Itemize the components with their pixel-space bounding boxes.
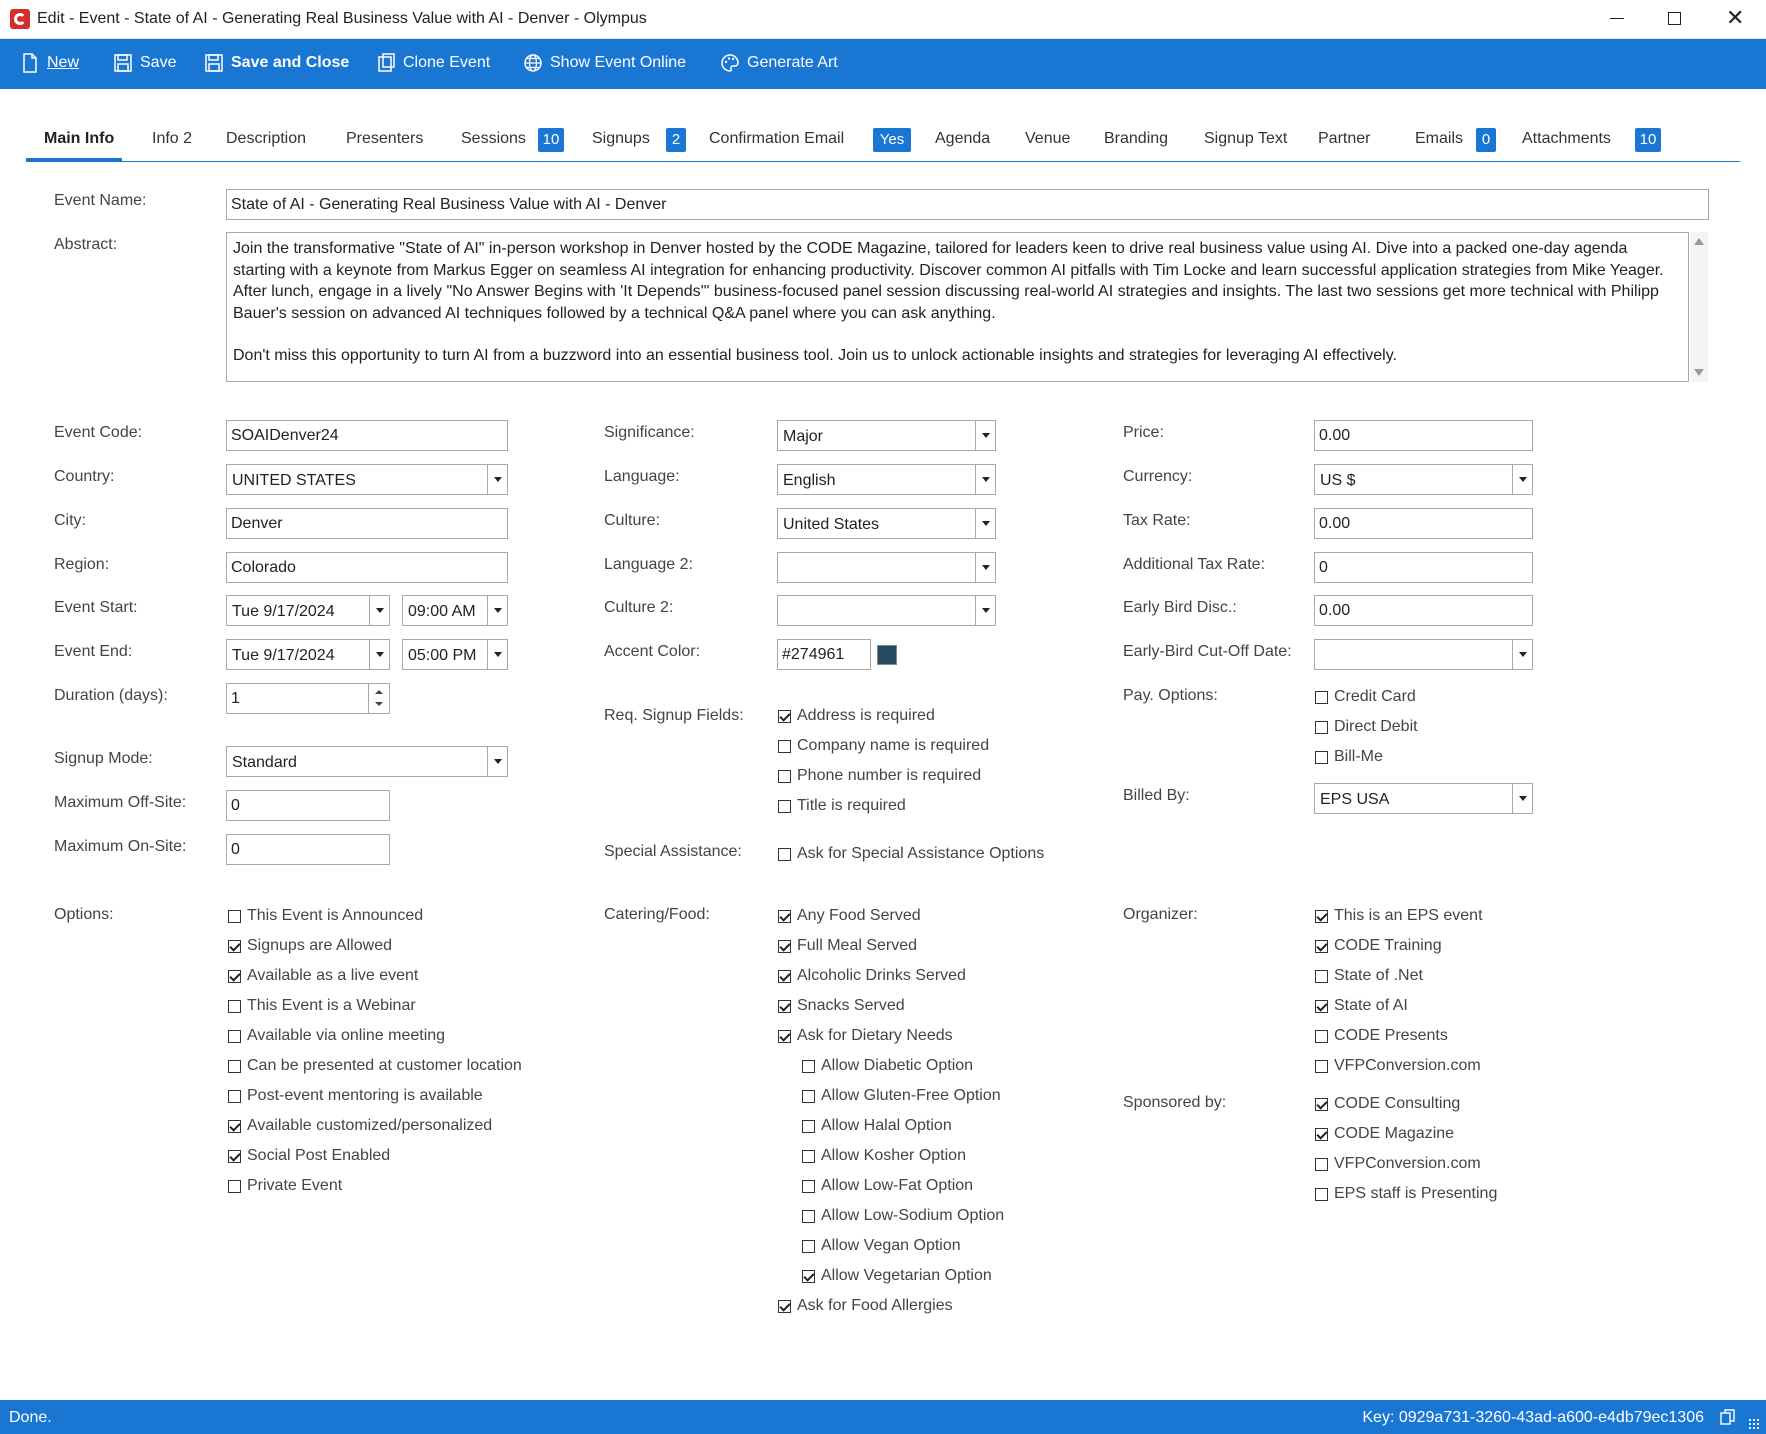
checkbox-checked-icon[interactable]	[778, 1300, 791, 1313]
accent-color-input[interactable]: #274961	[777, 639, 871, 670]
checkbox-unchecked-icon[interactable]	[778, 740, 791, 753]
chevron-down-icon[interactable]	[975, 553, 995, 582]
checkbox-checked-icon[interactable]	[228, 940, 241, 953]
checkbox-unchecked-icon[interactable]	[1315, 751, 1328, 764]
checkbox-checked-icon[interactable]	[228, 970, 241, 983]
chevron-down-icon[interactable]	[1512, 784, 1532, 813]
checkbox-label: Available as a live event	[247, 967, 419, 984]
chevron-down-icon[interactable]	[487, 747, 507, 776]
new-document-icon	[20, 53, 40, 73]
event-code-input[interactable]: SOAIDenver24	[226, 420, 508, 451]
culture2-label: Culture 2:	[604, 599, 674, 616]
app-logo-icon	[10, 9, 30, 29]
event-end-time[interactable]	[402, 639, 508, 670]
tab-signups[interactable]: Signups	[592, 130, 650, 147]
signup-mode-value: Standard	[232, 754, 297, 771]
significance-value: Major	[783, 428, 824, 445]
checkbox-label: CODE Consulting	[1334, 1095, 1461, 1112]
signups-count-badge: 2	[666, 128, 686, 152]
checkbox-unchecked-icon[interactable]	[802, 1240, 815, 1253]
scroll-up-icon[interactable]	[1694, 238, 1704, 245]
event-code-label: Event Code:	[54, 424, 143, 441]
language-label: Language:	[604, 468, 680, 485]
checkbox-label: Private Event	[247, 1177, 343, 1194]
checkbox-label: Ask for Dietary Needs	[797, 1027, 953, 1044]
checkbox-label: Allow Kosher Option	[821, 1147, 966, 1164]
significance-label: Significance:	[604, 424, 695, 441]
event-end-time-value: 05:00 PM	[408, 647, 477, 664]
title-bar	[0, 0, 1766, 39]
tab-agenda[interactable]: Agenda	[935, 130, 991, 147]
checkbox-label: This Event is a Webinar	[247, 997, 416, 1014]
checkbox-unchecked-icon[interactable]	[1315, 970, 1328, 983]
tab-confirmation-email[interactable]: Confirmation Email	[709, 130, 845, 147]
event-start-date-value: Tue 9/17/2024	[232, 603, 335, 620]
tab-signup-text[interactable]: Signup Text	[1204, 130, 1288, 147]
checkbox-label: This is an EPS event	[1334, 907, 1483, 924]
city-input[interactable]: Denver	[226, 508, 508, 539]
city-label: City:	[54, 512, 86, 529]
country-label: Country:	[54, 468, 115, 485]
special-assistance-label: Special Assistance:	[604, 843, 742, 860]
checkbox-label: Phone number is required	[797, 767, 982, 784]
country-select[interactable]	[226, 464, 508, 495]
chevron-down-icon[interactable]	[975, 421, 995, 450]
checkbox-unchecked-icon[interactable]	[1315, 1030, 1328, 1043]
scroll-down-icon[interactable]	[1694, 369, 1704, 376]
event-start-time[interactable]	[402, 595, 508, 626]
early-bird-input[interactable]: 0.00	[1314, 595, 1533, 626]
tabs-divider	[26, 161, 1740, 162]
tab-partner[interactable]: Partner	[1318, 130, 1371, 147]
checkbox-label: Snacks Served	[797, 997, 905, 1014]
max-offsite-label: Maximum Off-Site:	[54, 794, 187, 811]
new-label: New	[47, 54, 80, 71]
chevron-down-icon[interactable]	[487, 465, 507, 494]
max-offsite-input[interactable]: 0	[226, 790, 390, 821]
checkbox-unchecked-icon[interactable]	[1315, 1158, 1328, 1171]
region-input[interactable]: Colorado	[226, 552, 508, 583]
checkbox-checked-icon[interactable]	[228, 1150, 241, 1163]
tab-attachments[interactable]: Attachments	[1522, 130, 1611, 147]
checkbox-unchecked-icon[interactable]	[802, 1210, 815, 1223]
organizer-label: Organizer:	[1123, 906, 1198, 923]
checkbox-unchecked-icon[interactable]	[1315, 691, 1328, 704]
checkbox-unchecked-icon[interactable]	[802, 1150, 815, 1163]
event-name-label: Event Name:	[54, 192, 147, 209]
tab-branding[interactable]: Branding	[1104, 130, 1169, 147]
pay-options-label: Pay. Options:	[1123, 687, 1218, 704]
checkbox-unchecked-icon[interactable]	[802, 1120, 815, 1133]
event-start-time-value: 09:00 AM	[408, 603, 476, 620]
show-online-label: Show Event Online	[550, 54, 687, 71]
currency-select[interactable]	[1314, 464, 1533, 495]
checkbox-label: Signups are Allowed	[247, 937, 392, 954]
checkbox-label: Credit Card	[1334, 688, 1416, 705]
chevron-down-icon[interactable]	[369, 640, 389, 669]
sessions-count-badge: 10	[538, 128, 564, 152]
checkbox-label: Available via online meeting	[247, 1027, 446, 1044]
checkbox-unchecked-icon[interactable]	[228, 1060, 241, 1073]
stepper-arrows-icon[interactable]	[368, 684, 389, 713]
additional-tax-input[interactable]: 0	[1314, 552, 1533, 583]
minimize-icon[interactable]	[1610, 18, 1624, 19]
save-close-label: Save and Close	[231, 54, 350, 71]
event-name-input[interactable]: State of AI - Generating Real Business Value with AI - Denver	[226, 189, 1709, 220]
resize-grip-icon[interactable]	[1748, 1418, 1760, 1430]
checkbox-unchecked-icon[interactable]	[1315, 721, 1328, 734]
checkbox-label: Allow Vegan Option	[821, 1237, 961, 1254]
checkbox-label: State of AI	[1334, 997, 1408, 1014]
abstract-textarea[interactable]	[226, 232, 1689, 382]
attachments-count-badge: 10	[1635, 128, 1661, 152]
emails-count-badge: 0	[1476, 128, 1496, 152]
accent-color-label: Accent Color:	[604, 643, 701, 660]
chevron-down-icon[interactable]	[369, 596, 389, 625]
checkbox-label: VFPConversion.com	[1334, 1057, 1481, 1074]
checkbox-label: VFPConversion.com	[1334, 1155, 1481, 1172]
checkbox-label: Ask for Special Assistance Options	[797, 845, 1045, 862]
language2-select[interactable]	[777, 552, 996, 583]
status-bar	[0, 1400, 1766, 1434]
checkbox-checked-icon[interactable]	[1315, 1128, 1328, 1141]
checkbox-unchecked-icon[interactable]	[802, 1060, 815, 1073]
currency-label: Currency:	[1123, 468, 1193, 485]
checkbox-checked-icon[interactable]	[778, 1030, 791, 1043]
save-close-icon	[204, 53, 224, 73]
catering-label: Catering/Food:	[604, 906, 710, 923]
checkbox-label: Allow Vegetarian Option	[821, 1267, 992, 1284]
confirmation-badge: Yes	[873, 128, 911, 152]
checkbox-unchecked-icon[interactable]	[228, 1030, 241, 1043]
tab-description[interactable]: Description	[226, 130, 307, 147]
checkbox-unchecked-icon[interactable]	[778, 770, 791, 783]
checkbox-checked-icon[interactable]	[802, 1270, 815, 1283]
region-label: Region:	[54, 556, 110, 573]
chevron-down-icon[interactable]	[1512, 465, 1532, 494]
tab-sessions[interactable]: Sessions	[461, 130, 526, 147]
language2-label: Language 2:	[604, 556, 693, 573]
options-label: Options:	[54, 906, 114, 923]
culture2-select[interactable]	[777, 595, 996, 626]
signup-mode-label: Signup Mode:	[54, 750, 153, 767]
checkbox-label: Available customized/personalized	[247, 1117, 493, 1134]
checkbox-checked-icon[interactable]	[778, 910, 791, 923]
req-signup-fields-label: Req. Signup Fields:	[604, 707, 744, 724]
status-text: Done.	[9, 1409, 52, 1426]
tab-emails[interactable]: Emails	[1415, 130, 1464, 147]
price-label: Price:	[1123, 424, 1164, 441]
checkbox-label: Post-event mentoring is available	[247, 1087, 483, 1104]
checkbox-unchecked-icon[interactable]	[802, 1180, 815, 1193]
record-key: Key: 0929a731-3260-43ad-a600-e4db79ec1306	[1362, 1409, 1704, 1426]
accent-color-swatch[interactable]	[877, 645, 897, 665]
checkbox-label: Bill-Me	[1334, 748, 1383, 765]
early-bird-cutoff-select[interactable]	[1314, 639, 1533, 670]
checkbox-label: EPS staff is Presenting	[1334, 1185, 1498, 1202]
chevron-down-icon[interactable]	[975, 596, 995, 625]
checkbox-unchecked-icon[interactable]	[1315, 1060, 1328, 1073]
clone-label: Clone Event	[403, 54, 491, 71]
checkbox-label: Allow Halal Option	[821, 1117, 952, 1134]
chevron-down-icon[interactable]	[487, 640, 507, 669]
checkbox-checked-icon[interactable]	[778, 710, 791, 723]
culture-select[interactable]	[777, 508, 996, 539]
language-select[interactable]	[777, 464, 996, 495]
sponsored-by-label: Sponsored by:	[1123, 1094, 1227, 1111]
event-end-date-value: Tue 9/17/2024	[232, 647, 335, 664]
checkbox-label: Any Food Served	[797, 907, 921, 924]
signup-mode-select[interactable]	[226, 746, 508, 777]
duration-stepper[interactable]: 1	[226, 683, 390, 714]
country-value: UNITED STATES	[232, 472, 356, 489]
duration-label: Duration (days):	[54, 687, 168, 704]
abstract-scrollbar[interactable]	[1690, 232, 1708, 382]
checkbox-unchecked-icon[interactable]	[228, 1180, 241, 1193]
checkbox-checked-icon[interactable]	[778, 1000, 791, 1013]
max-onsite-input[interactable]: 0	[226, 834, 390, 865]
language-value: English	[783, 472, 836, 489]
close-icon[interactable]: ✕	[1726, 5, 1745, 30]
checkbox-unchecked-icon[interactable]	[228, 1090, 241, 1103]
checkbox-label: Ask for Food Allergies	[797, 1297, 953, 1314]
checkbox-label: Allow Low-Fat Option	[821, 1177, 974, 1194]
checkbox-label: CODE Training	[1334, 937, 1442, 954]
price-input[interactable]: 0.00	[1314, 420, 1533, 451]
event-start-date[interactable]	[226, 595, 390, 626]
checkbox-label: Company name is required	[797, 737, 990, 754]
checkbox-checked-icon[interactable]	[1315, 910, 1328, 923]
checkbox-unchecked-icon[interactable]	[802, 1090, 815, 1103]
chevron-down-icon[interactable]	[1512, 640, 1532, 669]
save-label: Save	[140, 54, 177, 71]
clipboard-icon	[376, 53, 396, 73]
billed-by-label: Billed By:	[1123, 787, 1190, 804]
event-end-date[interactable]	[226, 639, 390, 670]
checkbox-label: CODE Magazine	[1334, 1125, 1455, 1142]
chevron-down-icon[interactable]	[487, 596, 507, 625]
copy-icon[interactable]	[1720, 1409, 1736, 1425]
maximize-icon[interactable]	[1668, 12, 1681, 25]
checkbox-checked-icon[interactable]	[1315, 1098, 1328, 1111]
event-start-label: Event Start:	[54, 599, 138, 616]
billed-by-value: EPS USA	[1320, 791, 1390, 808]
checkbox-label: Can be presented at customer location	[247, 1057, 522, 1074]
checkbox-checked-icon[interactable]	[778, 970, 791, 983]
tab-presenters[interactable]: Presenters	[346, 130, 424, 147]
early-bird-cutoff-label: Early-Bird Cut-Off Date:	[1123, 643, 1292, 660]
checkbox-label: Direct Debit	[1334, 718, 1418, 735]
checkbox-label: This Event is Announced	[247, 907, 424, 924]
checkbox-unchecked-icon[interactable]	[1315, 1188, 1328, 1201]
significance-select[interactable]	[777, 420, 996, 451]
early-bird-label: Early Bird Disc.:	[1123, 599, 1237, 616]
billed-by-select[interactable]	[1314, 783, 1533, 814]
culture-label: Culture:	[604, 512, 661, 529]
checkbox-checked-icon[interactable]	[228, 1120, 241, 1133]
generate-art-label: Generate Art	[747, 54, 838, 71]
checkbox-label: Address is required	[797, 707, 935, 724]
currency-value: US $	[1320, 472, 1356, 489]
checkbox-label: Title is required	[797, 797, 906, 814]
additional-tax-label: Additional Tax Rate:	[1123, 556, 1266, 573]
tab-main-info[interactable]: Main Info	[44, 130, 115, 147]
checkbox-unchecked-icon[interactable]	[228, 910, 241, 923]
checkbox-label: Allow Diabetic Option	[821, 1057, 974, 1074]
checkbox-label: Alcoholic Drinks Served	[797, 967, 966, 984]
checkbox-unchecked-icon[interactable]	[228, 1000, 241, 1013]
checkbox-checked-icon[interactable]	[1315, 1000, 1328, 1013]
checkbox-label: Social Post Enabled	[247, 1147, 391, 1164]
max-onsite-label: Maximum On-Site:	[54, 838, 187, 855]
abstract-paragraph-1: Join the transformative "State of AI" in-person workshop in Denver hosted by the CODE Magazine, tailored for leaders keen to drive real business value using AI. Dive into a packed one-day agenda starting with a keynote from Markus Egger on seamless AI integration for enhancing productivity. Discover common AI pitfalls with Tim Locke and learn successful application strategies from Mike Yeager. After lunch, engage in a lively "No Answer Begins with 'It Depends'" business-focused panel session discussing real-world AI strategies and insights. The last two sessions get more technical with Philipp Bauer's session on advanced AI techniques followed by a technical Q&A panel where you can ask anything.	[233, 240, 1664, 322]
save-icon	[113, 53, 133, 73]
checkbox-label: State of .Net	[1334, 967, 1423, 984]
toolbar	[0, 39, 1766, 89]
globe-icon	[523, 53, 543, 73]
checkbox-unchecked-icon[interactable]	[778, 800, 791, 813]
checkbox-checked-icon[interactable]	[1315, 940, 1328, 953]
tax-rate-label: Tax Rate:	[1123, 512, 1191, 529]
tab-venue[interactable]: Venue	[1025, 130, 1071, 147]
checkbox-label: Allow Low-Sodium Option	[821, 1207, 1005, 1224]
tax-rate-input[interactable]: 0.00	[1314, 508, 1533, 539]
checkbox-unchecked-icon[interactable]	[778, 848, 791, 861]
event-end-label: Event End:	[54, 643, 133, 660]
tab-info-2[interactable]: Info 2	[152, 130, 193, 147]
checkbox-label: CODE Presents	[1334, 1027, 1448, 1044]
window-title: Edit - Event - State of AI - Generating Real Business Value with AI - Denver - Olympus	[37, 10, 647, 27]
checkbox-label: Allow Gluten-Free Option	[821, 1087, 1001, 1104]
checkbox-checked-icon[interactable]	[778, 940, 791, 953]
abstract-paragraph-2: Don't miss this opportunity to turn AI from a buzzword into an essential business tool. Join us to unlock actionable insights and strategies for leveraging AI effectively.	[233, 347, 1397, 364]
chevron-down-icon[interactable]	[975, 465, 995, 494]
culture-value: United States	[783, 516, 880, 533]
palette-icon	[720, 53, 740, 73]
abstract-label: Abstract:	[54, 236, 118, 253]
chevron-down-icon[interactable]	[975, 509, 995, 538]
checkbox-label: Full Meal Served	[797, 937, 918, 954]
